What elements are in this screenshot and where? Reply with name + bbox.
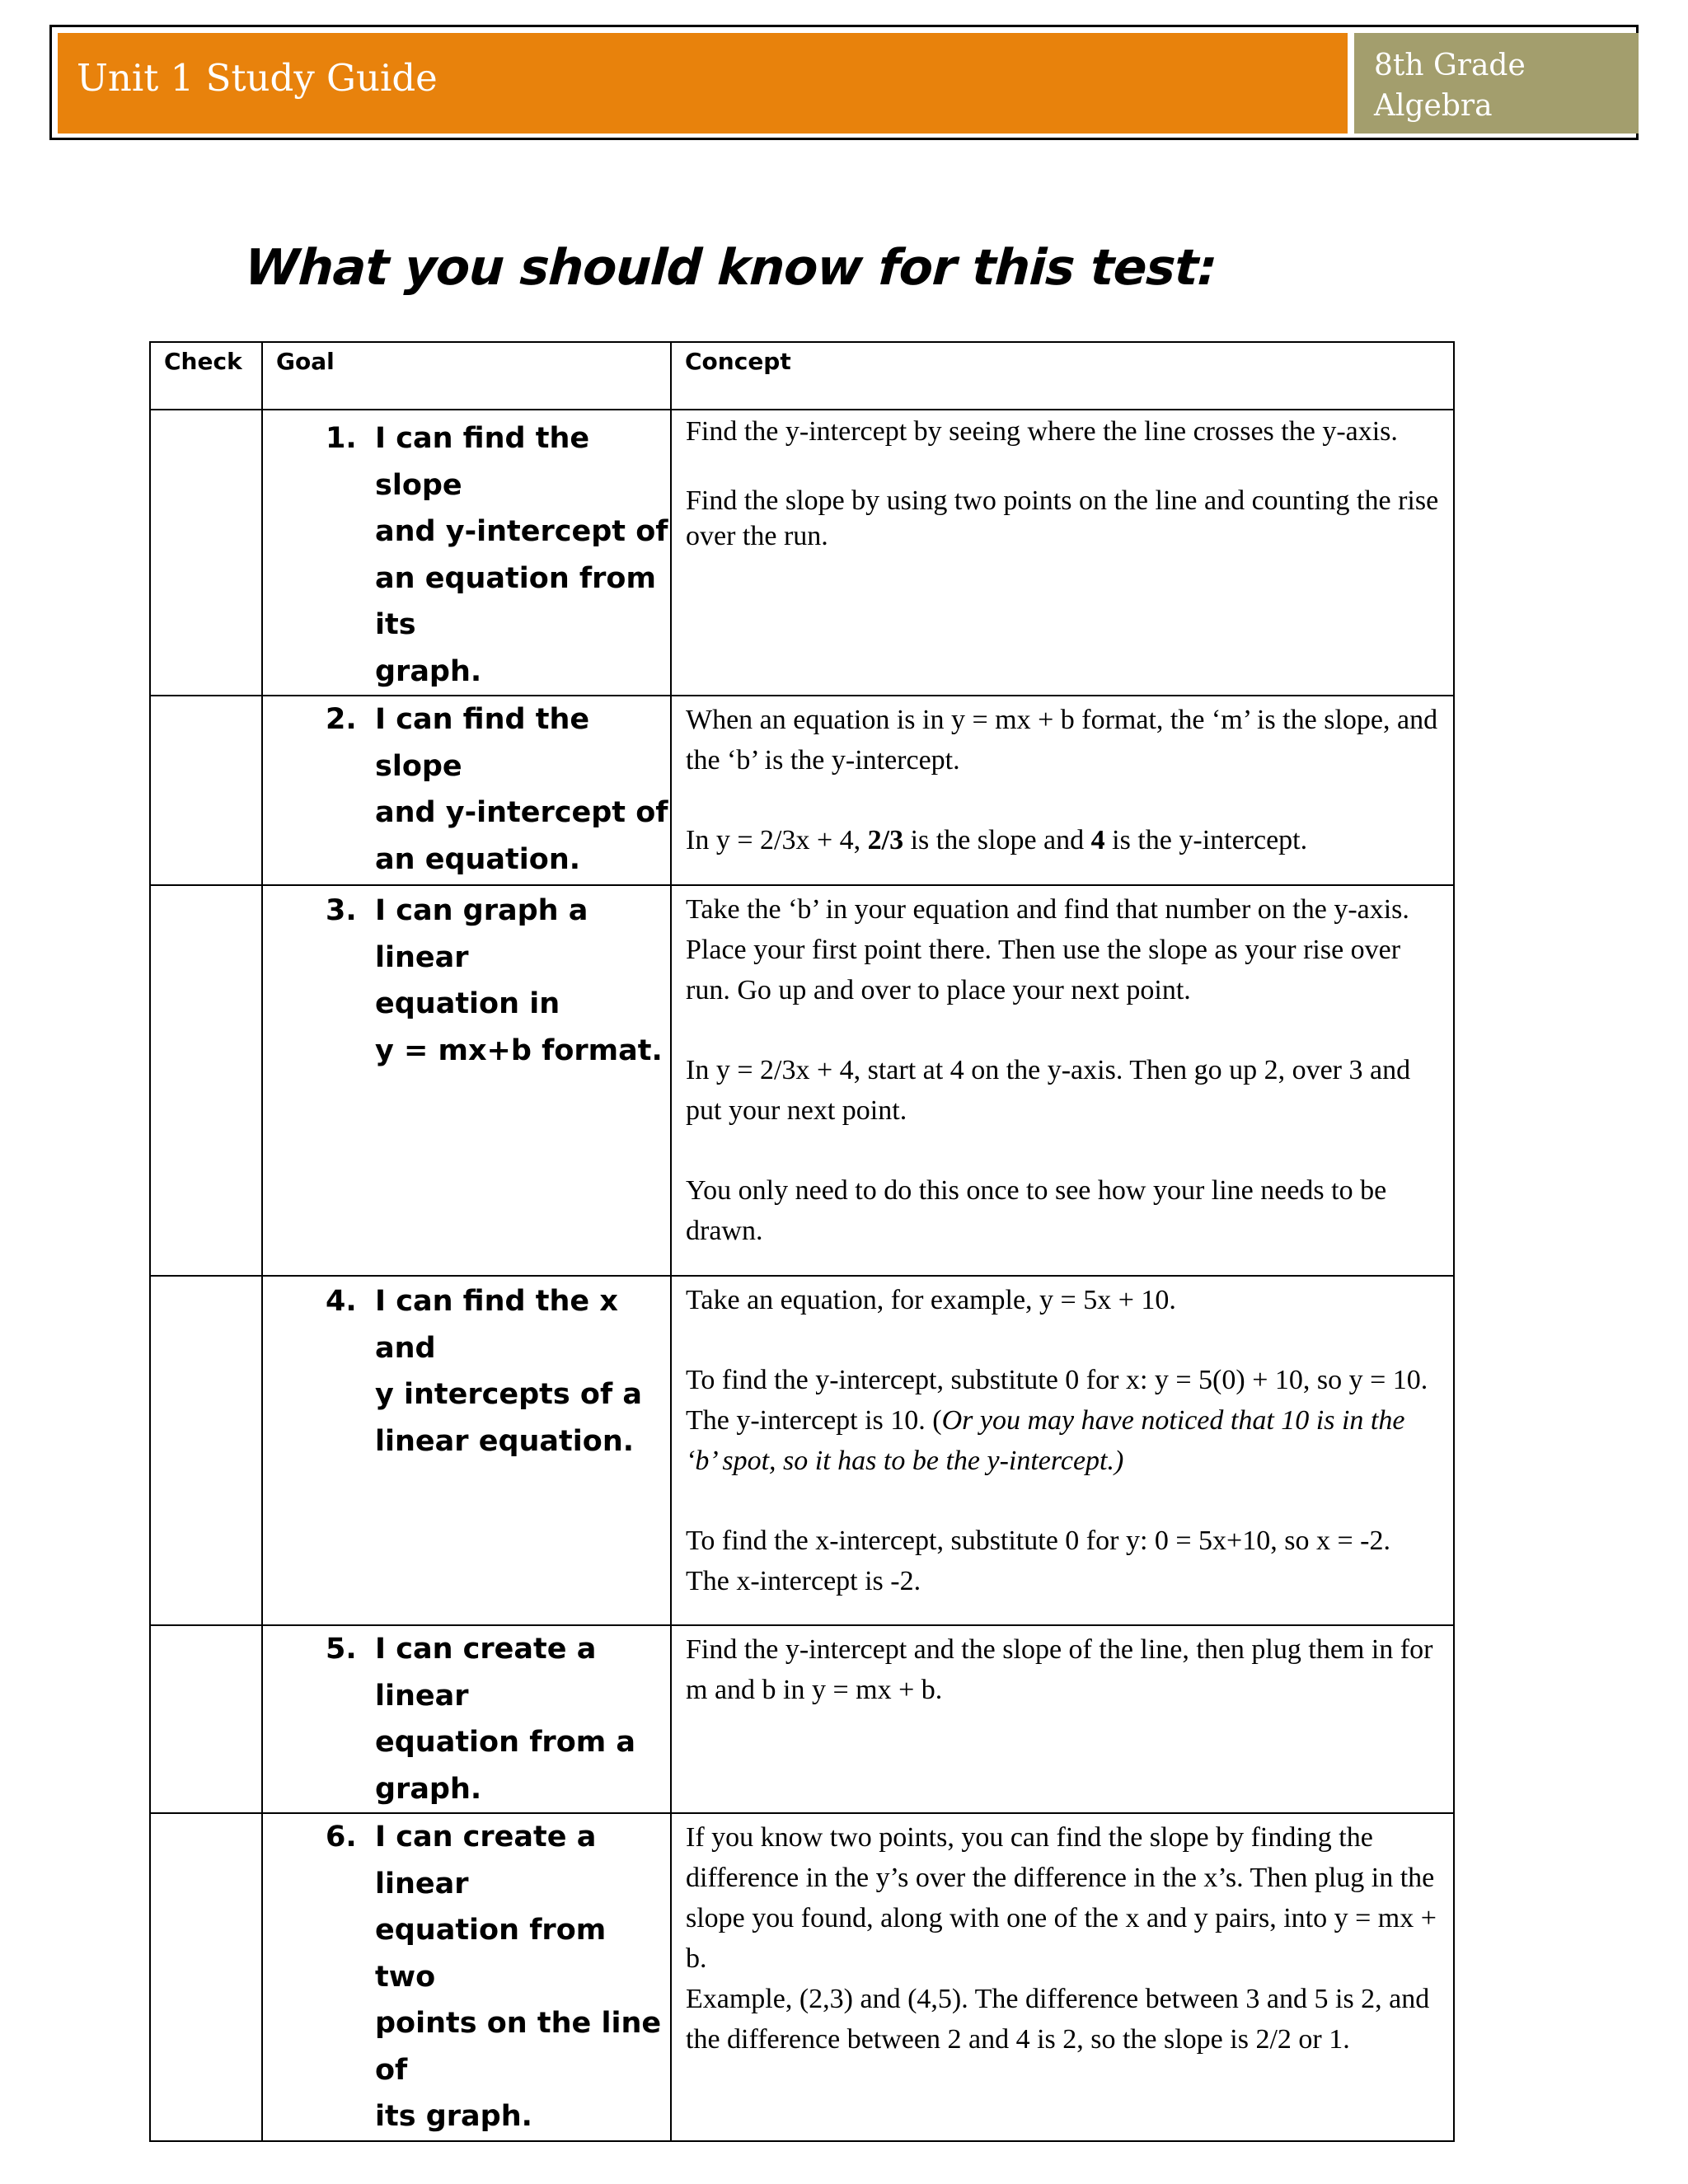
check-cell[interactable] (150, 885, 262, 1276)
table-row (150, 1276, 1454, 1625)
grade-label: 8th Grade (1374, 49, 1526, 82)
check-cell[interactable] (150, 1625, 262, 1813)
concept-cell (671, 1813, 1454, 2141)
goal-cell (262, 696, 671, 885)
column-header-concept: Concept (671, 342, 1454, 410)
concept-paragraph (686, 1360, 1440, 1481)
check-cell[interactable] (150, 1813, 262, 2141)
goal-number: 6. (326, 1821, 357, 1854)
subject-label (1374, 45, 1629, 126)
concept-paragraph: You only need to do this once to see how your line needs to be drawn. (686, 1175, 1387, 1246)
concept-paragraph: Find the slope by using two points on the line and counting the rise over the run. (686, 485, 1439, 551)
goal-line: I can find the slope (375, 422, 590, 502)
concept-paragraph: When an equation is in y = mx + b format, the ‘m’ is the slope, and the ‘b’ is the y-intercept. (686, 705, 1438, 776)
concept-paragraph (686, 820, 1440, 860)
goal-number: 4. (326, 1285, 357, 1318)
goal-cell (262, 1813, 671, 2141)
concept-paragraph: If you know two points, you can find the slope by finding the difference in the y’s over the difference in the x’s. Then plug in the slope you found, along with one of the x and y pairs, into y = mx + b. (686, 1822, 1437, 1974)
concept-text: To find the y-intercept, substitute 0 for x: y = 5(0) + 10, so y = 10. The y-intercept is 10. ( (686, 1365, 1428, 1436)
slope-value: 2/3 (867, 825, 904, 855)
goal-line: linear equation. (375, 1424, 635, 1458)
goal-line: equation in (375, 987, 560, 1020)
concept-cell (671, 696, 1454, 885)
goal-line: graph. (375, 1772, 482, 1806)
goal-number: 2. (326, 703, 357, 736)
goal-line: an equation from its (375, 561, 656, 641)
intercept-value: 4 (1090, 825, 1105, 855)
concept-cell (671, 1276, 1454, 1625)
goal-cell (262, 1625, 671, 1813)
goal-line: I can create a linear (375, 1633, 597, 1713)
table-row (150, 410, 1454, 696)
concept-paragraph: Find the y-intercept and the slope of the line, then plug them in for m and b in y = mx + b. (686, 1634, 1433, 1705)
goal-number: 5. (326, 1633, 357, 1666)
goal-line: I can graph a linear (375, 894, 588, 974)
document-title: Unit 1 Study Guide (77, 56, 438, 100)
course-label: Algebra (1374, 89, 1493, 123)
concept-paragraph: Take an equation, for example, y = 5x + 10. (686, 1285, 1176, 1315)
table-header-row (150, 342, 1454, 410)
goal-line: graph. (375, 654, 482, 688)
goal-line: I can find the x and (375, 1285, 618, 1365)
goal-cell (262, 1276, 671, 1625)
goal-number: 3. (326, 894, 357, 927)
goal-line: an equation. (375, 842, 581, 876)
concept-text: In y = 2/3x + 4, (686, 825, 861, 855)
concept-paragraph: To find the x-intercept, substitute 0 for y: 0 = 5x+10, so x = -2. The x-intercept is -2. (686, 1526, 1390, 1596)
goal-line: I can find the slope (375, 703, 590, 783)
goal-number: 1. (326, 422, 357, 455)
goal-line: y = mx+b format. (375, 1033, 663, 1067)
concept-cell (671, 410, 1454, 696)
concept-note: Or you may have noticed that 10 is in the ‘b’ spot, so it has to be the y-intercept.) (686, 1405, 1405, 1476)
table-row (150, 1813, 1454, 2141)
goal-line: its graph. (375, 2100, 532, 2133)
goal-line: equation from two (375, 1914, 607, 1994)
goal-cell (262, 410, 671, 696)
column-header-check: Check (150, 342, 262, 410)
goal-line: and y-intercept of (375, 796, 668, 829)
goal-line: and y-intercept of (375, 515, 668, 548)
check-cell[interactable] (150, 410, 262, 696)
goal-line: y intercepts of a (375, 1378, 643, 1411)
study-guide-table (149, 341, 1455, 2142)
concept-paragraph: Take the ‘b’ in your equation and find that number on the y-axis. Place your first point there. Then use the slope as your rise over run. Go up and over to place your next point. (686, 894, 1409, 1005)
concept-paragraph: In y = 2/3x + 4, start at 4 on the y-axis. Then go up 2, over 3 and put your next point. (686, 1055, 1411, 1126)
goal-line: I can create a linear (375, 1821, 597, 1900)
check-cell[interactable] (150, 1276, 262, 1625)
goal-line: points on the line of (375, 2007, 662, 2087)
concept-cell (671, 885, 1454, 1276)
table-row (150, 696, 1454, 885)
goal-cell (262, 885, 671, 1276)
page-heading: What you should know for this test: (243, 239, 1218, 297)
concept-text: is the slope and (910, 825, 1085, 855)
check-cell[interactable] (150, 696, 262, 885)
column-header-goal: Goal (262, 342, 671, 410)
concept-text: is the y-intercept. (1112, 825, 1308, 855)
table-row (150, 1625, 1454, 1813)
table-row (150, 885, 1454, 1276)
goal-line: equation from a (375, 1726, 636, 1759)
concept-paragraph: Example, (2,3) and (4,5). The difference between 3 and 5 is 2, and the difference between 2 and 4 is 2, so the slope is 2/2 or 1. (686, 1984, 1430, 2055)
concept-paragraph: Find the y-intercept by seeing where the line crosses the y-axis. (686, 416, 1398, 447)
concept-cell (671, 1625, 1454, 1813)
